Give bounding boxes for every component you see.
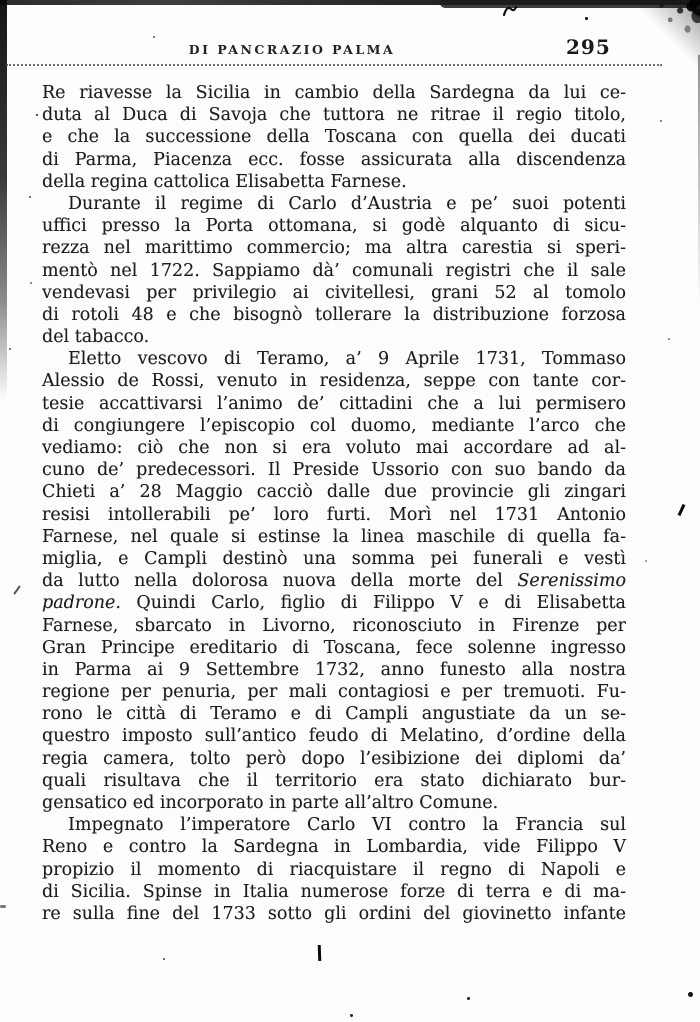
text-line: re sulla fine del 1733 sotto gli ordini del giovinetto infante (42, 903, 626, 924)
text-line: Impegnato l’imperatore Carlo VI contro la Francia sul (68, 815, 626, 836)
text-line: di Parma, Piacenza ecc. fosse assicurata alla discendenza (42, 149, 626, 170)
text-line: vediamo: ciò che non si era voluto mai accordare ad al- (42, 438, 626, 458)
text-segment-italic: Serenissimo (517, 571, 626, 592)
text-line: quali risultava che il territorio era stato dichiarato bur- (42, 770, 626, 791)
page-number: 295 (566, 35, 611, 59)
scan-artifact-corner (638, 0, 700, 66)
text-line: regione per penuria, per mali contagiosi e per tremuoti. Fu- (42, 682, 626, 703)
scan-artifact-speck (350, 1014, 353, 1017)
text-line: e che la successione della Toscana con quella dei ducati (42, 127, 626, 148)
text-line: Farnese, nel quale si estinse la linea maschile di quella fa- (42, 526, 626, 547)
text-line: regia camera, tolto però dopo l’esibizione dei diplomi da’ (42, 748, 626, 769)
scan-artifact-mark (13, 585, 20, 594)
scan-artifact-speck (153, 36, 155, 38)
scan-artifact-speck (0, 905, 6, 908)
scan-artifact-speck (467, 997, 470, 1000)
text-segment: Quindi Carlo, figlio di Filippo V e di Elisabetta (120, 593, 626, 614)
scan-artifact-mark (678, 504, 686, 516)
scan-artifact-gutter (0, 0, 7, 400)
scan-artifact-speck (36, 114, 38, 116)
scan-artifact-speck (660, 120, 662, 122)
text-line: di congiungere l’episcopio col duomo, mediante l’arco che (42, 415, 626, 436)
text-segment-italic: padrone. (42, 593, 121, 614)
text-line: Re riavesse la Sicilia in cambio della Sardegna da lui ce- (42, 83, 626, 103)
text-line: Gran Principe ereditario di Toscana, fece solenne ingresso (42, 637, 626, 658)
text-segment: da lutto nella dolorosa nuova della morte del (42, 571, 518, 592)
text-line: di Sicilia. Spinse in Italia numerose forze di terra e di ma- (42, 881, 626, 902)
header-rule (6, 64, 662, 66)
scan-artifact-speck (29, 196, 31, 198)
text-line: duta al Duca di Savoja che tuttora ne ritrae il regio titolo, (42, 105, 626, 126)
text-line: gensatico ed incorporato in parte all’altro Comune. (42, 793, 499, 813)
scan-artifact-speck (30, 282, 32, 284)
scan-artifact-speck (163, 958, 165, 960)
text-line: Alessio de Rossi, venuto in residenza, seppe con tante cor- (42, 371, 626, 392)
text-line: in Parma ai 9 Settembre 1732, anno funesto alla nostra (42, 659, 626, 680)
page-body (42, 82, 626, 925)
text-line: vendevasi per privilegio ai civitellesi, grani 52 al tomolo (42, 282, 626, 303)
scan-artifact-mark (318, 945, 321, 961)
text-line: di rotoli 48 e che bisognò tollerare la distribuzione forzosa (42, 304, 626, 325)
text-line: questro imposto sull’antico feudo di Melatino, d’ordine della (42, 726, 626, 747)
scan-artifact-speck (645, 560, 647, 562)
text-line: mentò nel 1722. Sappiamo dà’ comunali registri che il sale (42, 260, 626, 281)
text-line: Chieti a’ 28 Maggio cacciò dalle due provincie gli zingari (42, 482, 626, 503)
text-line: della regina cattolica Elisabetta Farnese. (42, 171, 407, 192)
text-line: rono le città di Teramo e di Campli angustiate da un se- (42, 704, 626, 725)
text-line: propizio il momento di riacquistare il regno di Napoli e (42, 859, 626, 880)
running-header: DI PANCRAZIO PALMA (188, 42, 396, 57)
text-line: del tabacco. (42, 327, 150, 348)
text-line (42, 570, 626, 592)
text-line: Eletto vescovo di Teramo, a’ 9 Aprile 1731, Tommaso (68, 349, 626, 370)
text-line: resisi intollerabili pe’ loro furti. Morì nel 1731 Antonio (42, 504, 626, 525)
text-line: Reno e contro la Sardegna in Lombardia, vide Filippo V (42, 837, 626, 858)
text-line (42, 592, 626, 614)
scan-artifact-speck (9, 348, 11, 350)
text-line: uffici presso la Porta ottomana, si godè alquanto di sicu- (42, 216, 626, 237)
scan-artifact-speck (668, 338, 670, 340)
text-line: tesie accattivarsi l’animo de’ cittadini che a lui permisero (42, 393, 626, 414)
scan-artifact-speck (585, 17, 588, 20)
text-line: miglia, e Campli destinò una somma pei funerali e vestì (42, 548, 626, 569)
text-line: Farnese, sbarcato in Livorno, riconosciuto in Firenze per (42, 615, 626, 636)
scan-artifact-mark (503, 2, 519, 21)
text-line: Durante il regime di Carlo d’Austria e pe’ suoi potenti (68, 193, 626, 214)
text-line: rezza nel marittimo commercio; ma altra carestia si speri- (42, 238, 626, 259)
text-line: cuno de’ predecessori. Il Preside Ussorio con suo bando da (42, 460, 626, 481)
scan-artifact-speck (688, 992, 693, 997)
